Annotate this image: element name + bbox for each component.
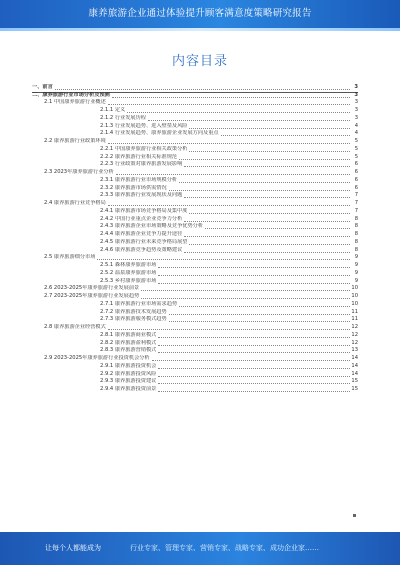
toc-entry-text: 2.8.3 康养旅游营销模式: [100, 347, 157, 354]
toc-entry[interactable]: [32, 262, 358, 270]
footer-tagline: 行业专家、管理专家、营销专家、战略专家、成功企业家……: [130, 544, 319, 552]
toc-leader-dots: [158, 390, 350, 392]
toc-entry-text: 2.3 2023年康养旅游行业分析: [44, 169, 114, 176]
toc-leader-dots: [158, 351, 350, 353]
toc-entry-text: 2.1.3 行业发展趋势、进入壁垒及风险: [100, 122, 188, 129]
toc-entry[interactable]: [32, 123, 358, 131]
toc-entry[interactable]: [32, 224, 358, 232]
toc-leader-dots: [97, 258, 350, 260]
toc-leader-dots: [108, 103, 350, 105]
toc-heading: 内容目录: [171, 54, 228, 69]
toc-entry-page: 5: [354, 153, 358, 160]
toc-entry-text: 2.9.2 康养旅游投资风险: [100, 370, 157, 377]
toc-leader-dots: [184, 165, 350, 167]
toc-entry-page: 6: [354, 169, 358, 176]
toc-entry-page: 14: [351, 355, 358, 362]
toc-entry-page: 3: [354, 91, 358, 98]
toc-entry-text: 2.7.2 康养旅游技术发展趋势: [100, 308, 167, 315]
toc-leader-dots: [189, 127, 350, 129]
toc-leader-dots: [158, 382, 350, 384]
toc-leader-dots: [205, 227, 350, 229]
toc-leader-dots: [189, 150, 350, 152]
toc-entry-page: 11: [351, 308, 358, 315]
toc-entry[interactable]: [32, 115, 358, 123]
toc-entry-page: 9: [354, 254, 358, 261]
toc-entry[interactable]: [32, 216, 358, 224]
toc-entry[interactable]: [32, 84, 358, 92]
toc-leader-dots: [55, 88, 350, 90]
toc-entry-page: 10: [351, 300, 358, 307]
toc-entry-page: 8: [354, 238, 358, 245]
toc-entry-text: 2.7.3 康养旅游服务模式趋势: [100, 316, 167, 323]
toc-entry-page: 7: [354, 207, 358, 214]
toc-entry-page: 9: [354, 269, 358, 276]
toc-leader-dots: [179, 158, 350, 160]
toc-leader-dots: [189, 243, 350, 245]
toc-entry-text: 2.4.2 中国行业重点企业竞争力分析: [100, 215, 183, 222]
toc-entry-page: 14: [351, 362, 358, 369]
toc-entry[interactable]: [32, 324, 358, 332]
toc-entry[interactable]: [32, 317, 358, 325]
toc-entry-text: 2.2 康养旅游行业政策环境: [44, 138, 106, 145]
toc-entry[interactable]: [32, 185, 358, 193]
toc-entry-text: 2.3.3 康养旅游行业发展现状及问题: [100, 192, 183, 199]
toc-entry-page: 3: [354, 83, 358, 90]
toc-entry-text: 2.7 2023-2025年康养旅游行业发展趋势: [44, 293, 140, 300]
toc-leader-dots: [108, 142, 350, 144]
toc-entry-page: 3: [354, 107, 358, 114]
toc-entry-page: 7: [354, 192, 358, 199]
toc-entry-page: 10: [351, 293, 358, 300]
toc-entry-page: 6: [354, 184, 358, 191]
toc-leader-dots: [141, 297, 350, 299]
toc-entry-text: 2.2.1 中国康养旅游行业相关政策分析: [100, 145, 188, 152]
toc-entry[interactable]: [32, 278, 358, 286]
toc-entry[interactable]: [32, 379, 358, 387]
toc-entry-page: 3: [354, 114, 358, 121]
toc-entry-page: 11: [351, 316, 358, 323]
toc-entry-text: 2.9 2023-2025年康养旅游行业投资机会分析: [44, 355, 150, 362]
toc-entry-text: 2.7.1 康养旅游行业市场需求趋势: [100, 300, 178, 307]
toc-entry[interactable]: [32, 309, 358, 317]
toc-entry-text: 二、康养旅游行业市场分析及预测: [32, 91, 110, 98]
toc-entry-text: 2.8.1 康养旅游商业模式: [100, 331, 157, 338]
toc-entry-page: 14: [351, 370, 358, 377]
toc-entry-page: 15: [351, 378, 358, 385]
toc-leader-dots: [169, 320, 350, 322]
toc-entry[interactable]: [32, 154, 358, 162]
toc-entry-page: 9: [354, 262, 358, 269]
toc-entry[interactable]: [32, 169, 358, 177]
toc-entry-page: 12: [351, 339, 358, 346]
toc-entry-page: 3: [354, 99, 358, 106]
toc-entry[interactable]: [32, 138, 358, 146]
report-header: [0, 0, 400, 28]
toc-entry-text: 2.1.2 行业发展历程: [100, 114, 146, 121]
toc-entry-text: 2.1 中国康养旅游行业概述: [44, 99, 106, 106]
toc-entry-page: 12: [351, 331, 358, 338]
toc-entry-page: 8: [354, 246, 358, 253]
table-of-contents: [32, 84, 358, 394]
toc-entry-text: 2.4 康养旅游行业竞争格局: [44, 200, 106, 207]
toc-entry-text: 2.5.3 乡村康养旅游市场: [100, 277, 157, 284]
toc-leader-dots: [184, 235, 350, 237]
toc-entry-text: 2.4.3 康养旅游企业市场策略及竞争优势分析: [100, 223, 204, 230]
toc-entry[interactable]: [32, 193, 358, 201]
toc-entry-text: 2.4.4 康养旅游企业竞争力提升途径: [100, 231, 183, 238]
footer-slogan: 让每个人都能成为: [45, 544, 101, 552]
toc-entry-text: 2.5.2 温泉康养旅游市场: [100, 269, 157, 276]
toc-leader-dots: [158, 375, 350, 377]
toc-entry-text: 2.4.6 康养旅游竞争趋势及策略建议: [100, 246, 183, 253]
toc-entry-text: 2.3.1 康养旅游行业市场规模分析: [100, 176, 178, 183]
toc-entry[interactable]: [32, 332, 358, 340]
toc-leader-dots: [158, 282, 350, 284]
toc-leader-dots: [158, 274, 350, 276]
toc-leader-dots: [116, 173, 350, 175]
toc-entry[interactable]: [32, 146, 358, 154]
toc-entry-text: 2.2.3 行业政策对康养旅游发展影响: [100, 161, 183, 168]
toc-entry[interactable]: [32, 107, 358, 115]
toc-entry[interactable]: [32, 177, 358, 185]
toc-leader-dots: [184, 251, 350, 253]
header-divider: [0, 28, 400, 31]
toc-entry-page: 5: [354, 138, 358, 145]
toc-entry[interactable]: [32, 301, 358, 309]
toc-leader-dots: [108, 328, 350, 330]
toc-entry-text: 2.8 康养旅游企业经营模式: [44, 324, 106, 331]
report-title: 康养旅游企业通过体验提升顾客满意度策略研究报告: [88, 8, 312, 19]
toc-entry[interactable]: [32, 363, 358, 371]
toc-entry[interactable]: [32, 92, 358, 100]
toc-entry-page: 12: [351, 324, 358, 331]
toc-leader-dots: [158, 344, 350, 346]
toc-entry-text: 2.9.4 康养旅游投资前景: [100, 386, 157, 393]
toc-entry[interactable]: [32, 348, 358, 356]
toc-leader-dots: [184, 196, 350, 198]
toc-leader-dots: [127, 111, 350, 113]
toc-entry-text: 一、前言: [32, 83, 53, 90]
toc-entry-page: 9: [354, 277, 358, 284]
toc-entry-page: 13: [351, 347, 358, 354]
page-marker: [353, 514, 356, 517]
toc-entry[interactable]: [32, 293, 358, 301]
toc-leader-dots: [158, 266, 350, 268]
toc-entry[interactable]: [32, 131, 358, 139]
toc-entry-text: 2.4.5 康养旅游行业未来竞争格局展望: [100, 238, 188, 245]
toc-leader-dots: [158, 367, 350, 369]
toc-leader-dots: [189, 212, 350, 214]
toc-entry-text: 2.3.2 康养旅游市场供需情况: [100, 184, 167, 191]
toc-leader-dots: [184, 220, 350, 222]
toc-entry-page: 4: [354, 130, 358, 137]
toc-entry-page: 6: [354, 161, 358, 168]
toc-leader-dots: [141, 289, 350, 291]
toc-entry-page: 4: [354, 122, 358, 129]
toc-entry[interactable]: [32, 386, 358, 394]
toc-entry[interactable]: [32, 270, 358, 278]
toc-leader-dots: [112, 96, 350, 98]
toc-entry-text: 2.5 康养旅游细分市场: [44, 254, 96, 261]
toc-entry[interactable]: [32, 162, 358, 170]
toc-entry-text: 2.5.1 森林康养旅游市场: [100, 262, 157, 269]
toc-entry-page: 5: [354, 145, 358, 152]
toc-leader-dots: [169, 313, 350, 315]
toc-entry-text: 2.2.2 康养旅游行业相关标准规范: [100, 153, 178, 160]
toc-entry[interactable]: [32, 208, 358, 216]
toc-leader-dots: [179, 181, 350, 183]
toc-entry[interactable]: [32, 255, 358, 263]
toc-leader-dots: [108, 204, 350, 206]
toc-entry-page: 6: [354, 176, 358, 183]
toc-entry-text: 2.8.2 康养旅游盈利模式: [100, 339, 157, 346]
toc-entry-page: 10: [351, 285, 358, 292]
toc-entry[interactable]: [32, 247, 358, 255]
toc-leader-dots: [221, 134, 350, 136]
toc-entry[interactable]: [32, 340, 358, 348]
toc-entry[interactable]: [32, 231, 358, 239]
toc-entry-text: 2.1.1 定义: [100, 107, 126, 114]
toc-leader-dots: [152, 359, 350, 361]
toc-leader-dots: [158, 336, 350, 338]
toc-entry-page: 8: [354, 231, 358, 238]
toc-leader-dots: [169, 189, 350, 191]
toc-entry[interactable]: [32, 200, 358, 208]
toc-entry[interactable]: [32, 286, 358, 294]
toc-entry[interactable]: [32, 100, 358, 108]
toc-entry-text: 2.6 2023-2025年康养旅游行业发展前景: [44, 285, 140, 292]
toc-entry[interactable]: [32, 239, 358, 247]
toc-entry-page: 8: [354, 215, 358, 222]
toc-entry-page: 8: [354, 223, 358, 230]
toc-leader-dots: [148, 119, 350, 121]
toc-entry-text: 2.9.1 康养旅游投资机会: [100, 362, 157, 369]
toc-entry[interactable]: [32, 371, 358, 379]
toc-entry-text: 2.9.3 康养旅游投资建议: [100, 378, 157, 385]
toc-entry-text: 2.4.1 康养旅游市场竞争格局及集中度: [100, 207, 188, 214]
toc-entry-text: 2.1.4 行业发展趋势、康养旅游企业发展方向及重点: [100, 130, 219, 137]
toc-entry[interactable]: [32, 355, 358, 363]
toc-leader-dots: [179, 305, 350, 307]
toc-entry-page: 15: [351, 386, 358, 393]
toc-entry-page: 7: [354, 200, 358, 207]
report-footer: [0, 532, 400, 565]
